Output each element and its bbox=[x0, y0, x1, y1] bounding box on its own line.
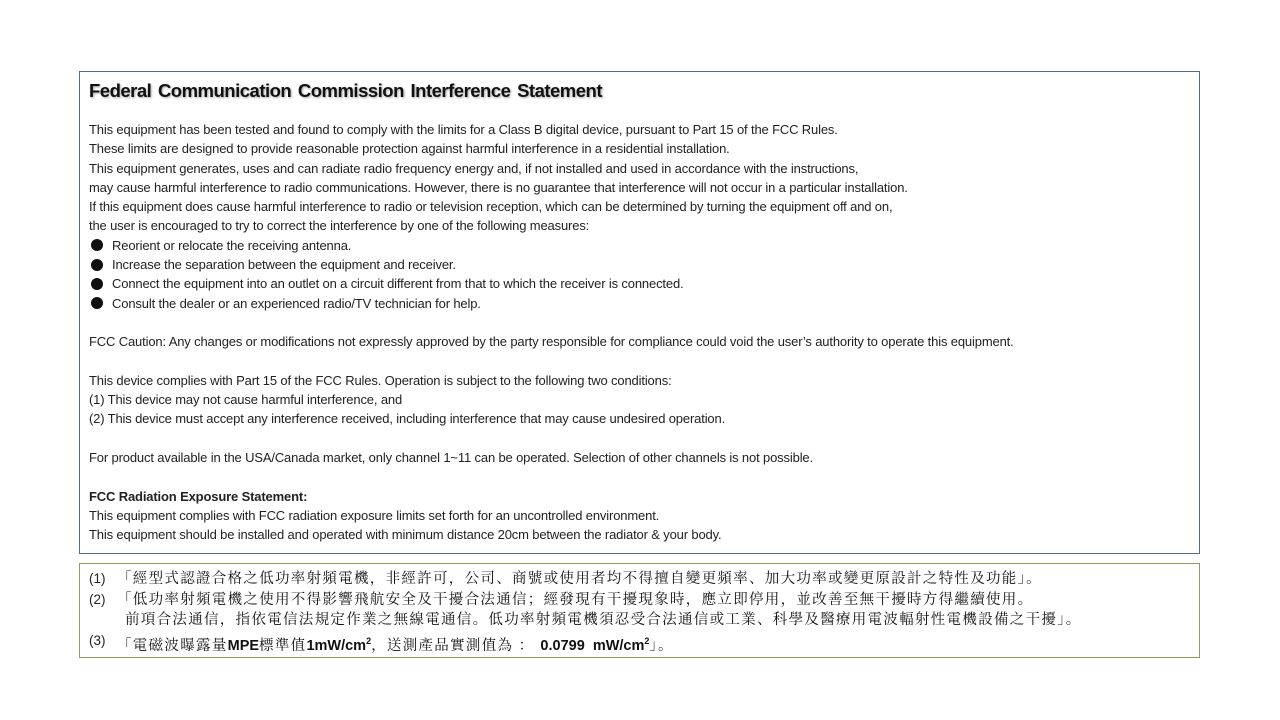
measure-text: Increase the separation between the equipment and receiver. bbox=[112, 257, 456, 273]
ncc-item bbox=[89, 631, 1190, 652]
spacer bbox=[89, 429, 1190, 448]
condition-item: (2) This device must accept any interference received, including interference that may cause undesired operation. bbox=[89, 411, 726, 427]
paragraph-line: This equipment generates, uses and can radiate radio frequency energy and, if not installed and used in accordance with the instructions, bbox=[89, 160, 859, 176]
ncc-item-number: (3) bbox=[89, 632, 106, 648]
measure-text: Reorient or relocate the receiving antenna. bbox=[112, 237, 352, 253]
ncc-item bbox=[89, 590, 1190, 611]
paragraph-line: If this equipment does cause harmful interference to radio or television reception, which can be determined by turning the equipment off and on, bbox=[89, 199, 893, 215]
ncc-item-number: (1) bbox=[89, 571, 106, 586]
fcc-statement-body bbox=[89, 120, 1190, 545]
mpe-text-mid: 標準值 bbox=[259, 637, 307, 654]
measure-list-item bbox=[89, 236, 1190, 255]
ncc-item-text: 前項合法通信，指依電信法規定作業之無線電通信。低功率射頻電機須忍受合法通信或工業、科學及醫療用電波輻射性電機設備之干擾」。 bbox=[125, 612, 1082, 628]
paragraph-line: This equipment has been tested and found to comply with the limits for a Class B digital device, pursuant to Part 15 of the FCC Rules. bbox=[89, 122, 838, 137]
mpe-limit-value: $1mW/cm^2$ bbox=[306, 635, 372, 654]
radiation-line: This equipment should be installed and operated with minimum distance 20cm between the radiator & your body. bbox=[89, 527, 722, 543]
spacer bbox=[89, 313, 1190, 332]
paragraph-line: These limits are designed to provide reasonable protection against harmful interference in a residential installation. bbox=[89, 141, 730, 157]
ncc-item bbox=[89, 569, 1190, 590]
bullet-icon bbox=[91, 297, 103, 309]
mpe-measured-label: ，送測產品實測值為 ： bbox=[371, 637, 535, 654]
fcc-caution: FCC Caution: Any changes or modifications not expressly approved by the party responsible for compliance could void the user’s authority to operate this equipment. bbox=[89, 334, 1014, 350]
bullet-icon bbox=[91, 259, 103, 271]
ncc-item-continuation bbox=[89, 610, 1190, 631]
mpe-label: MPE bbox=[227, 637, 260, 654]
measure-list-item bbox=[89, 274, 1190, 293]
ncc-item-text: 「低功率射頻電機之使用不得影響飛航安全及干擾合法通信；經發現有干擾現象時，應立即停用，並改善至無干擾時方得繼續使用。 bbox=[117, 591, 1034, 608]
measure-text: Consult the dealer or an experienced radio/TV technician for help. bbox=[112, 295, 481, 311]
compliance-intro: This device complies with Part 15 of the FCC Rules. Operation is subject to the following two conditions: bbox=[89, 372, 672, 388]
mpe-text-end: 」。 bbox=[649, 637, 674, 654]
spacer bbox=[89, 467, 1190, 486]
paragraph-line: the user is encouraged to try to correct the interference by one of the following measures: bbox=[89, 218, 590, 234]
radiation-heading: FCC Radiation Exposure Statement: bbox=[89, 488, 308, 504]
indent-spacer bbox=[89, 610, 125, 631]
ncc-item-text bbox=[117, 631, 674, 652]
condition-item: (1) This device may not cause harmful interference, and bbox=[89, 392, 403, 408]
spacer bbox=[89, 352, 1190, 371]
radiation-line: This equipment complies with FCC radiation exposure limits set forth for an uncontrolled environment. bbox=[89, 507, 660, 523]
bullet-icon bbox=[91, 278, 103, 290]
measure-list-item bbox=[89, 255, 1190, 274]
fcc-statement-title: Federal Communication Commission Interference Statement bbox=[89, 80, 603, 101]
ncc-item-text: 「經型式認證合格之低功率射頻電機，非經許可，公司、商號或使用者均不得擅自變更頻率、加大功率或變更原設計之特性及功能」。 bbox=[117, 571, 1042, 587]
channel-note: For product available in the USA/Canada market, only channel 1~11 can be operated. Selection of other channels is not possible. bbox=[89, 450, 813, 466]
measure-list-item bbox=[89, 294, 1190, 313]
taiwan-ncc-notice-box bbox=[79, 563, 1200, 658]
bullet-icon bbox=[91, 239, 103, 251]
measure-text: Connect the equipment into an outlet on a circuit different from that to which the receiver is connected. bbox=[112, 276, 684, 292]
ncc-item-number: (2) bbox=[89, 591, 106, 607]
mpe-text-prefix: 「電磁波曝露量 bbox=[117, 637, 228, 654]
paragraph-line: may cause harmful interference to radio communications. However, there is no guarantee that interference will not occur in a particular installation. bbox=[89, 179, 908, 195]
fcc-statement-box bbox=[79, 71, 1200, 554]
mpe-measured-value: 0.0799 $mW/cm^2$ bbox=[540, 635, 650, 654]
